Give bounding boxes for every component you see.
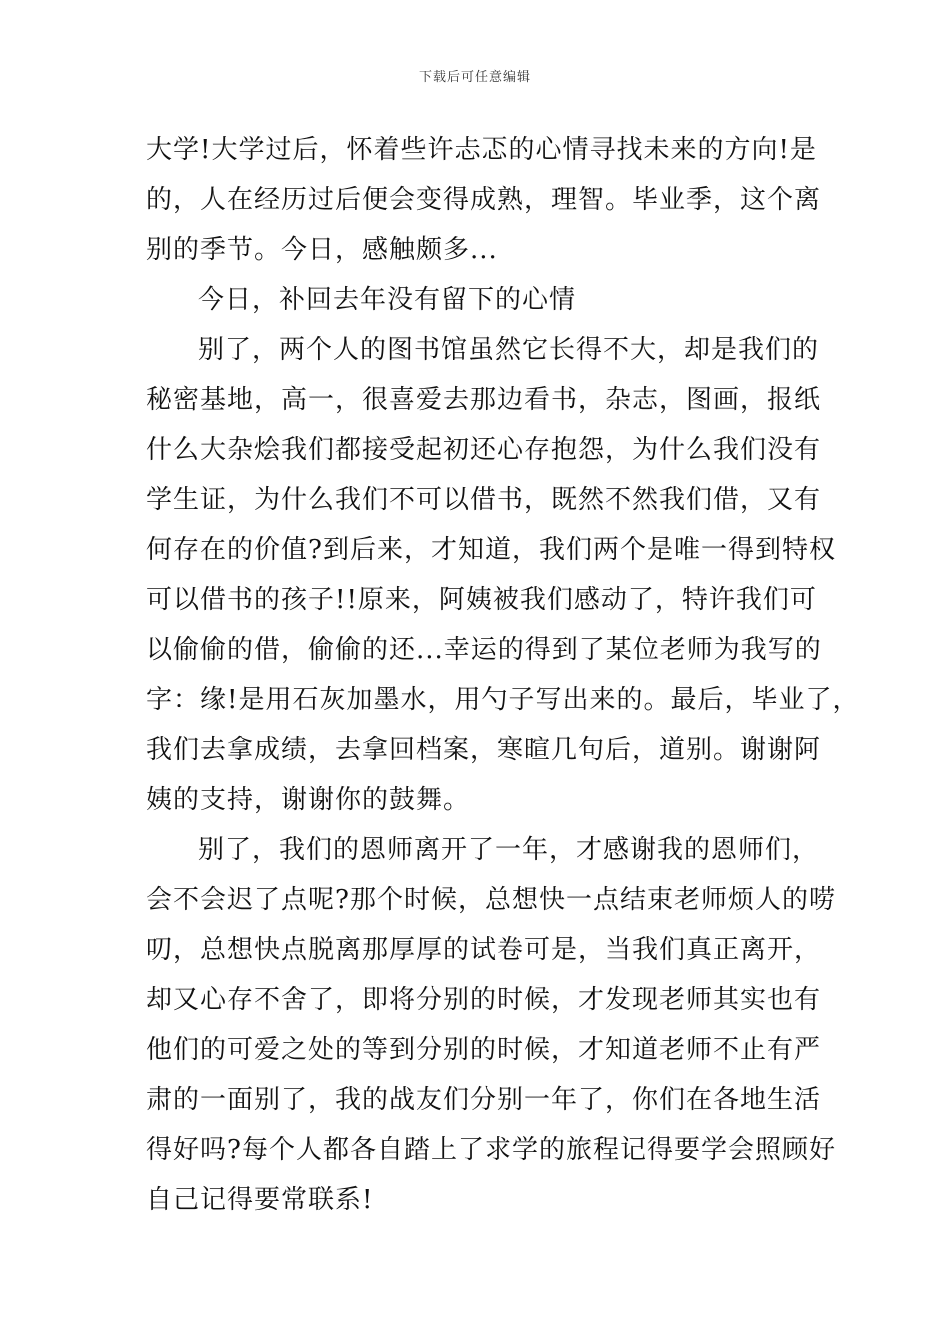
text-line: 肃的一面别了，我的战友们分别一年了，你们在各地生活	[146, 1085, 822, 1115]
text-line: 学生证，为什么我们不可以借书，既然不然我们借，又有	[146, 485, 822, 515]
text-line: 秘密基地，高一，很喜爱去那边看书，杂志，图画，报纸	[146, 385, 822, 415]
text-line: 大学!大学过后，怀着些许忐忑的心情寻找未来的方向!是	[146, 135, 817, 165]
text-line: 字：缘!是用石灰加墨水，用勺子写出来的。最后，毕业了，	[146, 685, 860, 715]
text-line: 别了，我们的恩师离开了一年，才感谢我的恩师们，	[198, 835, 820, 865]
text-line: 我们去拿成绩，去拿回档案，寒暄几句后，道别。谢谢阿	[146, 735, 822, 765]
section-heading: 今日，补回去年没有留下的心情	[198, 285, 577, 315]
text-line: 什么大杂烩我们都接受起初还心存抱怨，为什么我们没有	[146, 435, 822, 465]
text-line: 自己记得要常联系!	[146, 1185, 374, 1215]
text-line: 他们的可爱之处的等到分别的时候，才知道老师不止有严	[146, 1035, 822, 1065]
text-line: 别的季节。今日，感触颇多...	[146, 235, 498, 265]
header-note: 下载后可任意编辑	[418, 70, 531, 85]
text-line: 的，人在经历过后便会变得成熟，理智。毕业季，这个离	[146, 185, 822, 215]
text-line: 却又心存不舍了，即将分别的时候，才发现老师其实也有	[146, 985, 822, 1015]
text-line: 可以借书的孩子!!原来，阿姨被我们感动了，特许我们可	[146, 585, 817, 615]
text-line: 得好吗?每个人都各自踏上了求学的旅程记得要学会照顾好	[146, 1135, 836, 1165]
text-line: 别了，两个人的图书馆虽然它长得不大，却是我们的	[198, 335, 820, 365]
text-line: 以偷偷的借，偷偷的还...幸运的得到了某位老师为我写的	[146, 635, 822, 665]
text-line: 姨的支持，谢谢你的鼓舞。	[146, 785, 471, 815]
text-line: 会不会迟了点呢?那个时候，总想快一点结束老师烦人的唠	[146, 885, 836, 915]
text-line: 叨，总想快点脱离那厚厚的试卷可是，当我们真正离开，	[146, 935, 822, 965]
text-line: 何存在的价值?到后来，才知道，我们两个是唯一得到特权	[146, 535, 836, 565]
